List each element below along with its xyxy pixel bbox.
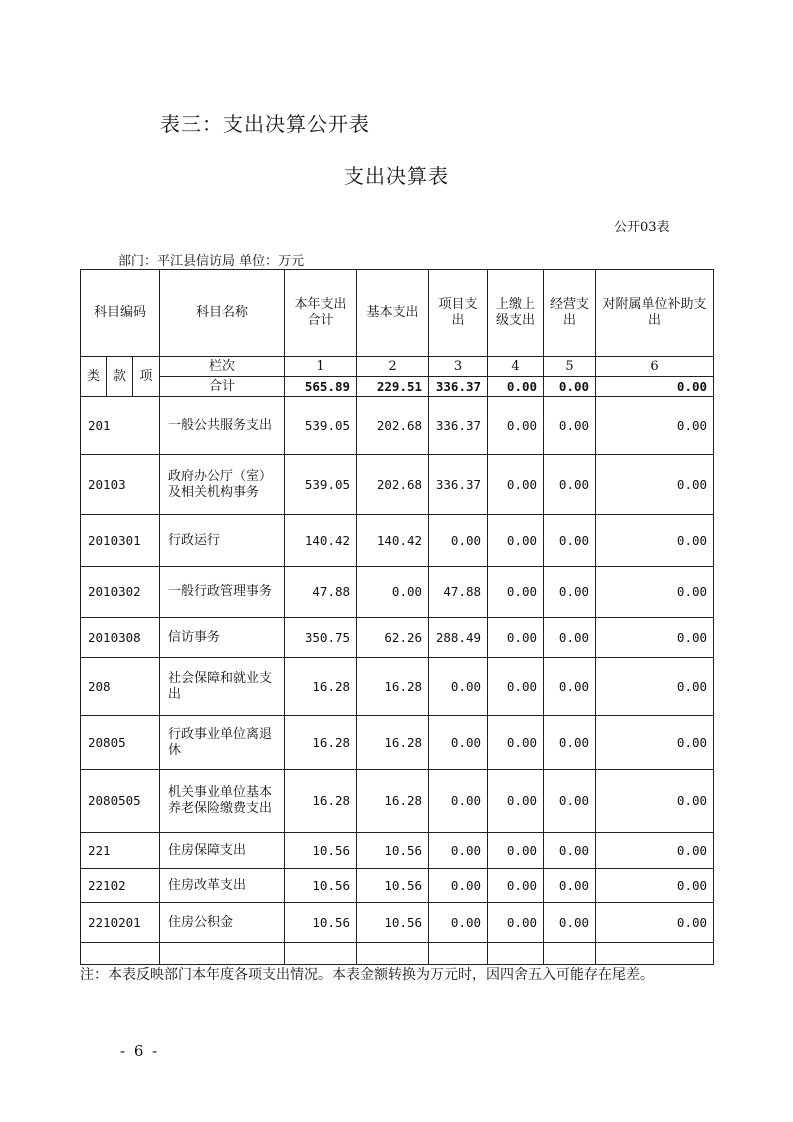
row-code: 2080505	[81, 770, 160, 833]
department-unit-line: 部门：平江县信访局 单位：万元	[118, 254, 305, 269]
row-code: 221	[81, 833, 160, 869]
row-value: 0.00	[429, 770, 488, 833]
column-number-row	[81, 357, 714, 377]
row-code: 2210201	[81, 903, 160, 943]
row-value: 0.00	[596, 903, 714, 943]
table-row	[81, 455, 714, 515]
table-row	[81, 618, 714, 658]
row-value: 47.88	[285, 567, 357, 618]
row-code: 20805	[81, 716, 160, 770]
table-title: 支出决算表	[344, 164, 449, 188]
header-lei: 类	[81, 357, 107, 397]
row-value: 0.00	[488, 567, 544, 618]
header-xiang: 项	[133, 357, 160, 397]
total-cell: 565.89	[285, 377, 357, 397]
row-value: 0.00	[488, 658, 544, 716]
total-cell: 0.00	[596, 377, 714, 397]
row-value: 0.00	[488, 833, 544, 869]
blank-cell	[285, 943, 357, 965]
row-value: 0.00	[544, 658, 596, 716]
blank-cell	[429, 943, 488, 965]
row-value: 16.28	[285, 716, 357, 770]
col-num-4: 4	[488, 357, 544, 377]
row-value: 16.28	[285, 658, 357, 716]
row-value: 0.00	[544, 567, 596, 618]
header-kuan: 款	[107, 357, 133, 397]
row-value: 0.00	[544, 770, 596, 833]
section-heading: 表三：支出决算公开表	[160, 112, 370, 136]
row-value: 202.68	[357, 455, 429, 515]
row-value: 336.37	[429, 397, 488, 455]
row-value: 0.00	[429, 903, 488, 943]
table-row	[81, 869, 714, 903]
row-name: 行政运行	[160, 515, 285, 567]
row-value: 0.00	[488, 869, 544, 903]
row-value: 0.00	[544, 833, 596, 869]
row-value: 0.00	[596, 658, 714, 716]
row-value: 0.00	[544, 515, 596, 567]
row-name: 一般公共服务支出	[160, 397, 285, 455]
row-value: 0.00	[429, 658, 488, 716]
row-value: 140.42	[285, 515, 357, 567]
row-value: 0.00	[429, 833, 488, 869]
table-row	[81, 567, 714, 618]
header-lanci: 栏次	[160, 357, 285, 377]
row-value: 288.49	[429, 618, 488, 658]
total-cell: 0.00	[488, 377, 544, 397]
expenditure-table	[80, 269, 714, 965]
row-value: 16.28	[357, 716, 429, 770]
row-code: 20103	[81, 455, 160, 515]
row-value: 0.00	[429, 869, 488, 903]
header-subsidy: 对附属单位补助支出	[596, 270, 714, 357]
row-value: 539.05	[285, 455, 357, 515]
col-num-1: 1	[285, 357, 357, 377]
table-row	[81, 770, 714, 833]
row-code: 2010308	[81, 618, 160, 658]
row-name: 住房公积金	[160, 903, 285, 943]
header-row	[81, 270, 714, 357]
header-upper: 上缴上级支出	[488, 270, 544, 357]
row-name: 住房改革支出	[160, 869, 285, 903]
row-value: 0.00	[596, 833, 714, 869]
row-value: 336.37	[429, 455, 488, 515]
row-value: 0.00	[596, 618, 714, 658]
total-label: 合计	[160, 377, 285, 397]
row-value: 0.00	[429, 515, 488, 567]
row-name: 政府办公厅（室）及相关机构事务	[160, 455, 285, 515]
row-value: 0.00	[488, 397, 544, 455]
row-name: 机关事业单位基本养老保险缴费支出	[160, 770, 285, 833]
table-row	[81, 658, 714, 716]
row-value: 0.00	[596, 515, 714, 567]
row-value: 0.00	[544, 455, 596, 515]
total-cell: 229.51	[357, 377, 429, 397]
row-value: 0.00	[596, 397, 714, 455]
total-cell: 0.00	[544, 377, 596, 397]
row-value: 0.00	[544, 618, 596, 658]
row-value: 47.88	[429, 567, 488, 618]
blank-cell	[81, 943, 160, 965]
row-value: 0.00	[488, 716, 544, 770]
col-num-3: 3	[429, 357, 488, 377]
row-value: 0.00	[488, 618, 544, 658]
row-value: 0.00	[544, 903, 596, 943]
total-cell: 336.37	[429, 377, 488, 397]
header-project: 项目支出	[429, 270, 488, 357]
row-value: 140.42	[357, 515, 429, 567]
row-value: 16.28	[357, 658, 429, 716]
row-value: 10.56	[285, 833, 357, 869]
blank-cell	[488, 943, 544, 965]
table-row	[81, 903, 714, 943]
row-value: 16.28	[357, 770, 429, 833]
row-code: 201	[81, 397, 160, 455]
footnote: 注：本表反映部门本年度各项支出情况。本表金额转换为万元时，因四舍五入可能存在尾差。	[80, 967, 654, 983]
blank-row	[81, 943, 714, 965]
row-code: 2010302	[81, 567, 160, 618]
blank-cell	[596, 943, 714, 965]
row-value: 350.75	[285, 618, 357, 658]
row-value: 10.56	[285, 869, 357, 903]
row-value: 62.26	[357, 618, 429, 658]
row-value: 0.00	[596, 567, 714, 618]
header-code: 科目编码	[81, 270, 160, 357]
row-value: 10.56	[357, 833, 429, 869]
row-code: 2010301	[81, 515, 160, 567]
row-code: 22102	[81, 869, 160, 903]
row-value: 0.00	[488, 903, 544, 943]
row-value: 10.56	[285, 903, 357, 943]
row-value: 0.00	[544, 869, 596, 903]
row-value: 0.00	[596, 455, 714, 515]
row-value: 0.00	[596, 770, 714, 833]
row-value: 10.56	[357, 903, 429, 943]
blank-cell	[544, 943, 596, 965]
table-row	[81, 397, 714, 455]
row-value: 0.00	[596, 869, 714, 903]
row-name: 信访事务	[160, 618, 285, 658]
row-name: 社会保障和就业支出	[160, 658, 285, 716]
row-name: 行政事业单位离退休	[160, 716, 285, 770]
row-value: 0.00	[357, 567, 429, 618]
header-basic: 基本支出	[357, 270, 429, 357]
row-value: 202.68	[357, 397, 429, 455]
row-value: 16.28	[285, 770, 357, 833]
row-name: 住房保障支出	[160, 833, 285, 869]
row-value: 0.00	[544, 397, 596, 455]
table-row	[81, 515, 714, 567]
row-value: 10.56	[357, 869, 429, 903]
col-num-5: 5	[544, 357, 596, 377]
blank-cell	[357, 943, 429, 965]
header-business: 经营支出	[544, 270, 596, 357]
row-value: 0.00	[488, 515, 544, 567]
page-number: - 6 -	[120, 1042, 160, 1060]
row-code: 208	[81, 658, 160, 716]
row-value: 0.00	[488, 770, 544, 833]
col-num-6: 6	[596, 357, 714, 377]
row-name: 一般行政管理事务	[160, 567, 285, 618]
header-name: 科目名称	[160, 270, 285, 357]
form-number: 公开03表	[614, 220, 670, 235]
table-row	[81, 716, 714, 770]
row-value: 539.05	[285, 397, 357, 455]
row-value: 0.00	[544, 716, 596, 770]
col-num-2: 2	[357, 357, 429, 377]
blank-cell	[160, 943, 285, 965]
row-value: 0.00	[596, 716, 714, 770]
table-row	[81, 833, 714, 869]
row-value: 0.00	[488, 455, 544, 515]
row-value: 0.00	[429, 716, 488, 770]
header-total: 本年支出合计	[285, 270, 357, 357]
total-row	[81, 377, 714, 397]
